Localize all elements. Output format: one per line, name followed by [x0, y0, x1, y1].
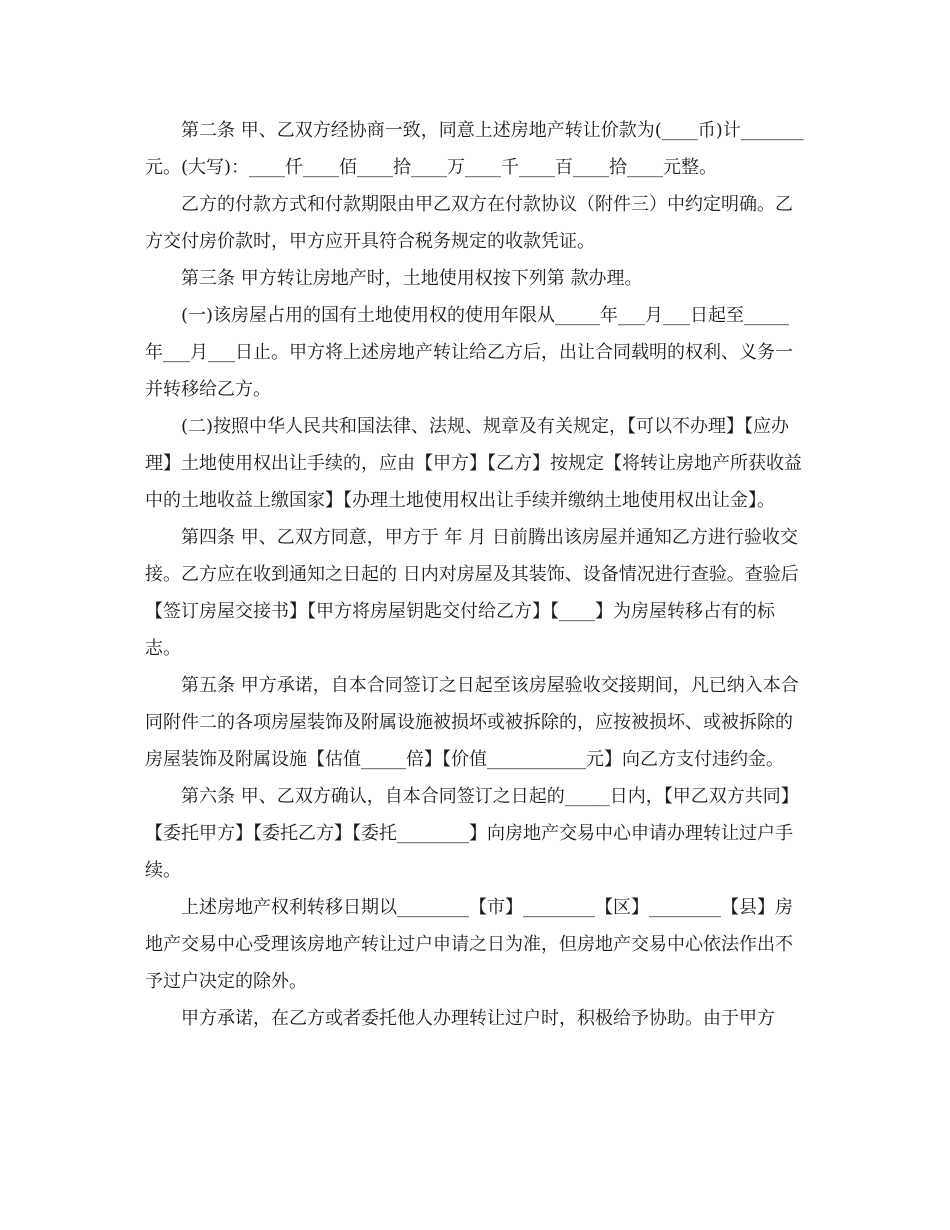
document-body [145, 112, 807, 1037]
paragraph-land-use-term: (一)该房屋占用的国有土地使用权的使用年限从_____年___月___日起至_____年___月___日止。甲方将上述房地产转让给乙方后，出让合同载明的权利、义务一并转移给乙方。 [145, 305, 793, 400]
paragraph-seller-promise: 甲方承诺，在乙方或者委托他人办理转让过户时，积极给予协助。由于甲方 [181, 1008, 775, 1029]
paragraph-land-use-transfer: (二)按照中华人民共和国法律、法规、规章及有关规定，【可以不办理】【应办理】土地使用权出让手续的，应由【甲方】【乙方】按规定【将转让房地产所获收益中的土地收益上缴国家】【办理土地使用权出让手续并缴纳土地使用权出让金】。 [145, 416, 802, 511]
paragraph-article-2: 第二条 甲、乙双方经协商一致，同意上述房地产转让价款为(____币)计_______元。(大写)：____仟____佰____拾____万____千____百____拾____元整。 [145, 120, 804, 178]
paragraph-payment-method: 乙方的付款方式和付款期限由甲乙双方在付款协议（附件三）中约定明确。乙方交付房价款时，甲方应开具符合税务规定的收款凭证。 [145, 194, 793, 252]
paragraph-transfer-date: 上述房地产权利转移日期以________【市】________【区】________【县】房地产交易中心受理该房地产转让过户申请之日为准，但房地产交易中心依法作出不予过户决定的除外。 [145, 897, 793, 992]
paragraph-article-4: 第四条 甲、乙双方同意，甲方于 年 月 日前腾出该房屋并通知乙方进行验收交接。乙方应在收到通知之日起的 日内对房屋及其装饰、设备情况进行查验。查验后【签订房屋交接书】【甲方将房屋钥匙交付给乙方】【____】为房屋转移占有的标志。 [145, 527, 799, 659]
paragraph-article-3: 第三条 甲方转让房地产时，土地使用权按下列第 款办理。 [181, 268, 643, 289]
paragraph-article-5: 第五条 甲方承诺，自本合同签订之日起至该房屋验收交接期间，凡已纳入本合同附件二的各项房屋装饰及附属设施被损坏或被拆除的，应按被损坏、或被拆除的房屋装饰及附属设施【估值_____倍】【价值___________元】向乙方支付违约金。 [145, 675, 799, 770]
paragraph-article-6: 第六条 甲、乙双方确认，自本合同签订之日起的_____日内，【甲乙双方共同】【委托甲方】【委托乙方】【委托________】向房地产交易中心申请办理转让过户手续。 [145, 786, 799, 881]
